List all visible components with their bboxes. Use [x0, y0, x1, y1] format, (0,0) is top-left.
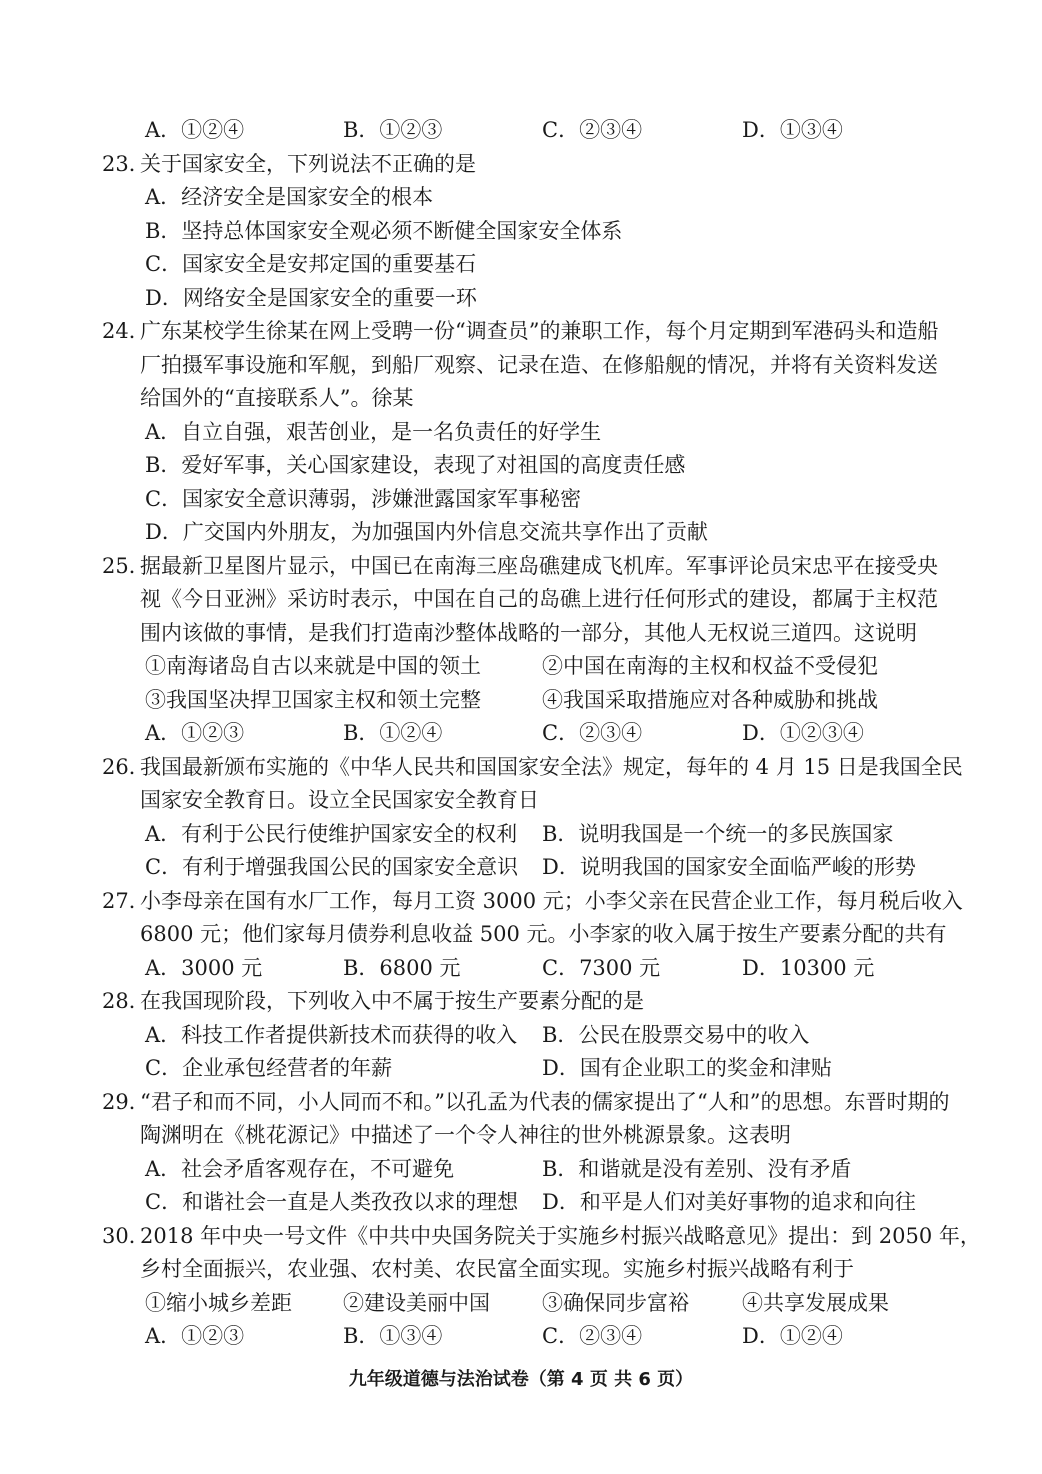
- q27-stem-line-2: 6800 元；他们家每月债券利息收益 500 元。小李家的收入属于按生产要素分配的共有: [140, 922, 947, 946]
- q25-number: 25．: [102, 554, 150, 578]
- q28-option-c: C．企业承包经营者的年薪: [145, 1056, 393, 1080]
- q23-number: 23．: [102, 152, 150, 176]
- q25-option-b: B．①②④: [343, 721, 443, 745]
- page-footer: 九年级道德与法治试卷（第 4 页 共 6 页）: [348, 1369, 694, 1390]
- q25-statement-2: ②中国在南海的主权和权益不受侵犯: [542, 654, 878, 678]
- q24-option-c: C．国家安全意识薄弱，涉嫌泄露国家军事秘密: [145, 487, 582, 511]
- q26-stem-line-1: 我国最新颁布实施的《中华人民共和国国家安全法》规定，每年的 4 月 15 日是我国全民: [140, 755, 963, 779]
- q23-option-a: A．经济安全是国家安全的根本: [145, 185, 434, 209]
- q25-option-c: C．②③④: [542, 721, 643, 745]
- q25-statement-1: ①南海诸岛自古以来就是中国的领土: [145, 654, 481, 678]
- q29-option-d: D．和平是人们对美好事物的追求和向往: [542, 1190, 916, 1214]
- q28-option-a: A．科技工作者提供新技术而获得的收入: [145, 1023, 518, 1047]
- q29-option-c: C．和谐社会一直是人类孜孜以求的理想: [145, 1190, 519, 1214]
- q26-option-a: A．有利于公民行使维护国家安全的权利: [145, 822, 518, 846]
- q30-option-b: B．①③④: [343, 1324, 443, 1348]
- q24-stem-line-3: 给国外的“直接联系人”。徐某: [140, 386, 414, 410]
- q23-option-c: C．国家安全是安邦定国的重要基石: [145, 252, 477, 276]
- q30-option-a: A．①②③: [145, 1324, 245, 1348]
- q30-stem-line-1: 2018 年中央一号文件《中共中央国务院关于实施乡村振兴战略意见》提出：到 2050 年，: [140, 1224, 981, 1248]
- q25-statement-4: ④我国采取措施应对各种威胁和挑战: [542, 688, 878, 712]
- q29-option-b: B．和谐就是没有差别、没有矛盾: [542, 1157, 852, 1181]
- q28-option-b: B．公民在股票交易中的收入: [542, 1023, 810, 1047]
- q25-statement-3: ③我国坚决捍卫国家主权和领土完整: [145, 688, 481, 712]
- q27-number: 27．: [102, 889, 150, 913]
- q23-option-d: D．网络安全是国家安全的重要一环: [145, 286, 477, 310]
- q24-option-b: B．爱好军事，关心国家建设，表现了对祖国的高度责任感: [145, 453, 686, 477]
- q28-number: 28．: [102, 989, 150, 1013]
- q27-option-a: A．3000 元: [145, 956, 263, 980]
- q25-stem-line-1: 据最新卫星图片显示，中国已在南海三座岛礁建成飞机库。军事评论员宋忠平在接受央: [140, 554, 938, 578]
- q24-number: 24．: [102, 319, 150, 343]
- q27-stem-line-1: 小李母亲在国有水厂工作，每月工资 3000 元；小李父亲在民营企业工作，每月税后收入: [140, 889, 963, 913]
- q29-stem-line-2: 陶渊明在《桃花源记》中描述了一个令人神往的世外桃源景象。这表明: [140, 1123, 791, 1147]
- q30-stem-line-2: 乡村全面振兴，农业强、农村美、农民富全面实现。实施乡村振兴战略有利于: [140, 1257, 854, 1281]
- q23-stem: 关于国家安全，下列说法不正确的是: [140, 152, 476, 176]
- q27-option-b: B．6800 元: [343, 956, 461, 980]
- q25-stem-line-2: 视《今日亚洲》采访时表示，中国在自己的岛礁上进行任何形式的建设，都属于主权范: [140, 587, 938, 611]
- q29-number: 29．: [102, 1090, 150, 1114]
- q22-option-d: D．①③④: [742, 118, 843, 142]
- q24-stem-line-1: 广东某校学生徐某在网上受聘一份“调查员”的兼职工作，每个月定期到军港码头和造船: [140, 319, 939, 343]
- q24-option-a: A．自立自强，艰苦创业，是一名负责任的好学生: [145, 420, 602, 444]
- q24-stem-line-2: 厂拍摄军事设施和军舰，到船厂观察、记录在造、在修船舰的情况，并将有关资料发送: [140, 353, 938, 377]
- q30-statement-3: ③确保同步富裕: [542, 1291, 689, 1315]
- q27-option-c: C．7300 元: [542, 956, 661, 980]
- q29-option-a: A．社会矛盾客观存在，不可避免: [145, 1157, 455, 1181]
- q28-stem: 在我国现阶段，下列收入中不属于按生产要素分配的是: [140, 989, 644, 1013]
- q22-option-a: A．①②④: [145, 118, 245, 142]
- q23-option-b: B．坚持总体国家安全观必须不断健全国家安全体系: [145, 219, 623, 243]
- q25-stem-line-3: 围内该做的事情，是我们打造南沙整体战略的一部分，其他人无权说三道四。这说明: [140, 621, 917, 645]
- q26-number: 26．: [102, 755, 150, 779]
- q22-option-c: C．②③④: [542, 118, 643, 142]
- q24-option-d: D．广交国内外朋友，为加强国内外信息交流共享作出了贡献: [145, 520, 708, 544]
- q30-statement-2: ②建设美丽中国: [343, 1291, 490, 1315]
- q26-option-b: B．说明我国是一个统一的多民族国家: [542, 822, 894, 846]
- q25-option-a: A．①②③: [145, 721, 245, 745]
- q22-option-b: B．①②③: [343, 118, 443, 142]
- q26-option-d: D．说明我国的国家安全面临严峻的形势: [542, 855, 916, 879]
- q29-stem-line-1: “君子和而不同，小人同而不和。”以孔孟为代表的儒家提出了“人和”的思想。东晋时期的: [140, 1090, 950, 1114]
- q25-option-d: D．①②③④: [742, 721, 864, 745]
- q30-statement-4: ④共享发展成果: [742, 1291, 889, 1315]
- q26-option-c: C．有利于增强我国公民的国家安全意识: [145, 855, 519, 879]
- q28-option-d: D．国有企业职工的奖金和津贴: [542, 1056, 832, 1080]
- q26-stem-line-2: 国家安全教育日。设立全民国家安全教育日: [140, 788, 539, 812]
- q30-option-c: C．②③④: [542, 1324, 643, 1348]
- q30-option-d: D．①②④: [742, 1324, 843, 1348]
- q30-statement-1: ①缩小城乡差距: [145, 1291, 292, 1315]
- q27-option-d: D．10300 元: [742, 956, 875, 980]
- q30-number: 30．: [102, 1224, 150, 1248]
